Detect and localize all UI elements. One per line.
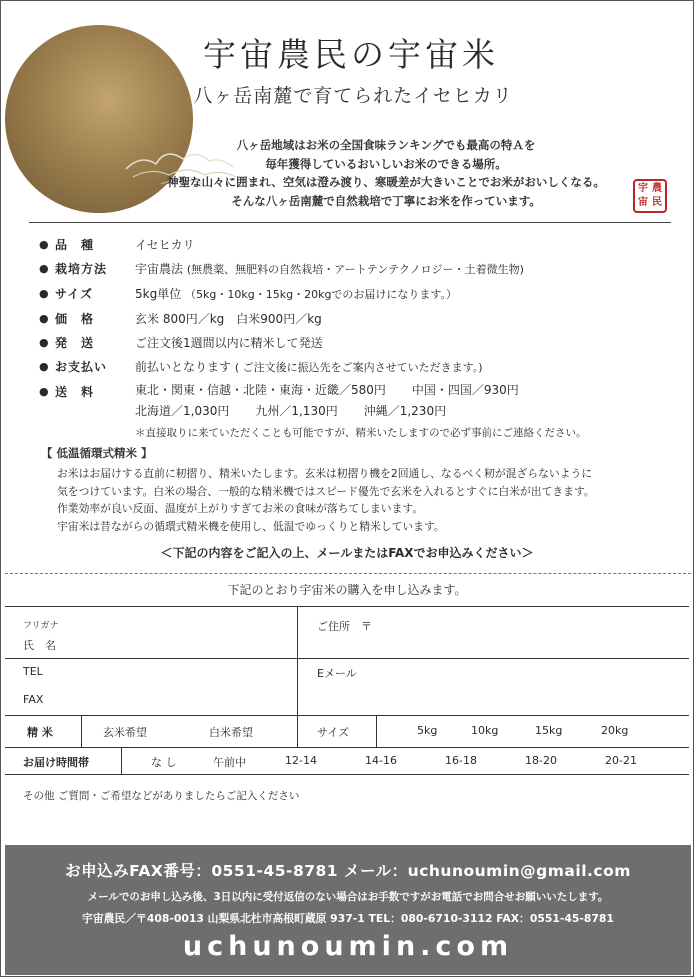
white-rice-option[interactable]: 白米希望 xyxy=(209,726,253,739)
time-option[interactable]: な し xyxy=(151,756,177,769)
delivery-label: お届け時間帯 xyxy=(23,756,89,769)
size-option[interactable]: 5kg xyxy=(417,724,438,737)
spec-method: ● 栽培方法 宇宙農法 (無農薬、無肥料の自然栽培・アートテンテクノロジー・土着微生物) xyxy=(39,262,524,276)
time-option[interactable]: 午前中 xyxy=(213,756,246,769)
size-option[interactable]: 15kg xyxy=(535,724,563,737)
furigana-label: フリガナ xyxy=(23,621,59,631)
spec-fee: ● 送 料 東北・関東・信越・北陸・東海・近畿／580円 中国・四国／930円 北海道／1,030円 九州／1,130円 沖縄／1,230円 ＊直接取りに来ていただくことも可能ですが、精米いたしますので必ず事前にご連絡ください。 xyxy=(39,383,587,439)
cut-line xyxy=(5,573,691,574)
spec-shipping: ● 発 送 ご注文後1週間以内に精米して発送 xyxy=(39,336,323,350)
milling-title: 【 低温循環式精米 】 xyxy=(41,446,153,460)
order-notice: ＜下記の内容をご記入の上、メールまたはFAXでお申込みください＞ xyxy=(160,546,534,560)
website-link[interactable]: uchunoumin.com xyxy=(182,931,514,962)
time-option[interactable]: 16-18 xyxy=(445,754,477,767)
rice-label: 精 米 xyxy=(27,726,53,739)
size-option[interactable]: 10kg xyxy=(471,724,499,737)
footer xyxy=(5,845,691,975)
intro-text: 八ヶ岳地域はお米の全国食味ランキングでも最高の特Ａを 毎年獲得しているおいしいお米のできる場所。 神聖な山々に囲まれ、空気は澄み渡り、寒暖差が大きいことでお米がおいしくなる。 そんな八ヶ岳南麓で自然栽培で丁寧にお米を作っています。 xyxy=(167,138,605,208)
footer-note: メールでのお申し込み後、3日以内に受付返信のない場合はお手数ですがお電話でお問合せお願いいたします。 xyxy=(87,891,609,903)
page-title: 宇宙農民の宇宙米 xyxy=(203,35,499,74)
spec-payment: ● お支払い 前払いとなります ( ご注文後に振込先をご案内させていただきます。) xyxy=(39,360,483,374)
page-subtitle: 八ヶ岳南麓で育てられたイセヒカリ xyxy=(193,85,513,107)
spec-price: ● 価 格 玄米 800円／kg 白米900円／kg xyxy=(39,312,322,326)
name-field[interactable]: 氏 名 xyxy=(23,639,56,652)
milling-text: お米はお届けする直前に籾摺り、精米いたします。玄米は籾摺り機を2回通し、なるべく籾が混ざらないように 気をつけています。白米の場合、一般的な精米機ではスピード優先で玄米を入れるとすぐに白米が出てきます。 作業効率が良い反面、温度が上がりすぎてお米の食味が落ちてしまいます。 宇宙米は昔ながらの循環式精米機を使用し、低温でゆっくりと精米しています。 xyxy=(57,467,595,533)
form-heading: 下記のとおり宇宙米の購入を申し込みます。 xyxy=(227,583,467,597)
address-field[interactable]: ご住所 〒 xyxy=(317,620,372,633)
size-label: サイズ xyxy=(317,726,350,739)
fax-field[interactable]: FAX xyxy=(23,693,44,706)
brown-rice-option[interactable]: 玄米希望 xyxy=(103,726,147,739)
time-option[interactable]: 12-14 xyxy=(285,754,317,767)
seal-stamp: 宇 農 宙 民 xyxy=(633,179,667,213)
size-option[interactable]: 20kg xyxy=(601,724,629,737)
product-specs xyxy=(39,233,669,444)
spec-size: ● サイズ 5kg単位 （5kg・10kg・15kg・20kgでのお届けになります。） xyxy=(39,287,458,301)
spec-variety: ● 品 種 イセヒカリ xyxy=(39,238,195,252)
divider xyxy=(29,222,671,223)
footer-address: 宇宙農民／〒408-0013 山梨県北杜市高根町蔵原 937-1 TEL：080-6710-3112 FAX：0551-45-8781 xyxy=(82,912,614,925)
time-option[interactable]: 20-21 xyxy=(605,754,637,767)
email-field[interactable]: Eメール xyxy=(317,667,357,680)
contact-line: お申込みFAX番号：0551-45-8781 メール：uchunoumin@gmail.com xyxy=(65,862,631,880)
time-option[interactable]: 18-20 xyxy=(525,754,557,767)
tel-field[interactable]: TEL xyxy=(23,665,43,678)
time-option[interactable]: 14-16 xyxy=(365,754,397,767)
other-field[interactable]: その他 ご質問・ご希望などがありましたらご記入ください xyxy=(23,790,300,802)
